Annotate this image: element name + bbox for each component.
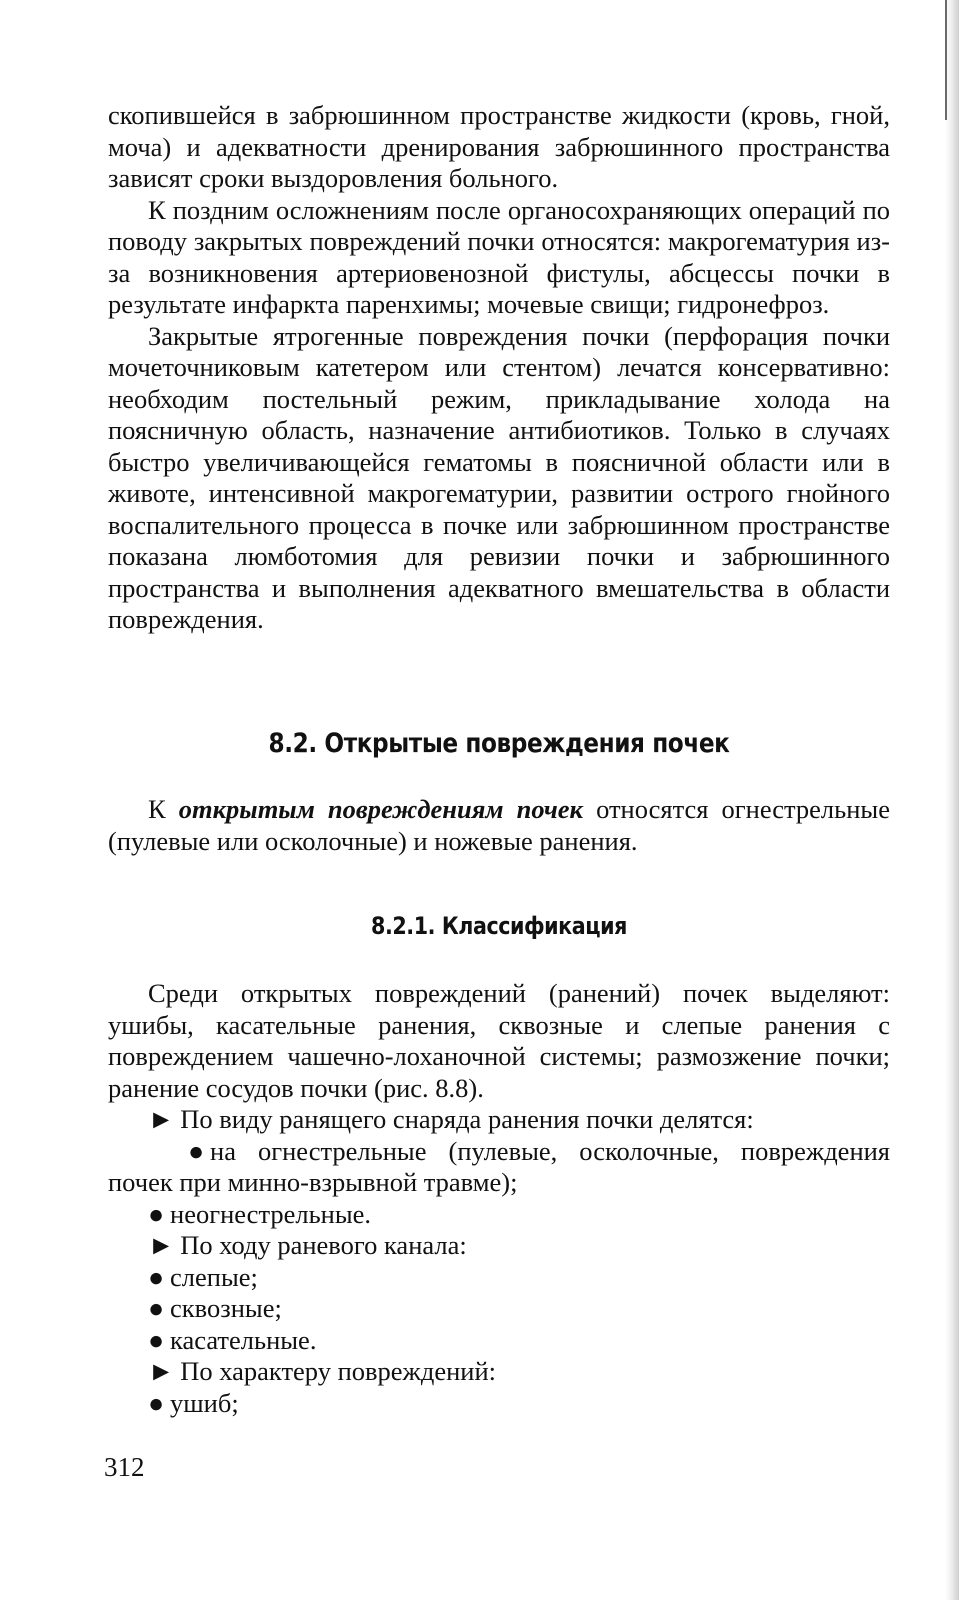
list-group-title — [108, 1230, 890, 1262]
section-heading-8-2: 8.2. Открытые повреждения почек — [268, 728, 730, 759]
list-group-title-text: По виду ранящего снаряда ранения почки делятся: — [180, 1104, 754, 1134]
list-item — [108, 1325, 890, 1357]
bullet-marker-icon: ● — [148, 1324, 165, 1355]
intro-start: К — [148, 794, 166, 824]
bullet-marker-icon: ● — [188, 1135, 205, 1166]
list-item — [108, 1199, 890, 1231]
list-group-title-text: По характеру повреждений: — [180, 1356, 496, 1386]
list-item — [108, 1136, 890, 1199]
text-block-classification — [108, 978, 890, 1419]
page-edge-line — [945, 0, 947, 120]
paragraph-open-injuries-definition — [108, 794, 890, 857]
bullet-marker-icon: ● — [148, 1198, 165, 1229]
list-item-text: слепые; — [170, 1261, 258, 1292]
arrow-marker-icon: ► — [148, 1356, 175, 1386]
arrow-marker-icon: ► — [148, 1104, 175, 1134]
bullet-marker-icon: ● — [148, 1387, 165, 1418]
list-group-title-text: По ходу раневого канала: — [180, 1230, 467, 1260]
paragraph-late-complications: К поздним осложнениям после органосохраняющих операций по поводу закрытых повреждений почки относятся: макрогематурия из-за возникновения артериовенозной фистулы, абсцессы почки в результате инфаркта паренхимы; мочевые свищи; гидронефроз. — [108, 194, 890, 319]
list-item — [108, 1388, 890, 1420]
paragraph-classification-intro: Среди открытых повреждений (ранений) почек выделяют: ушибы, касательные ранения, сквозные и слепые ранения с повреждением чашечно-лоханочной системы; размозжение почки; ранение сосудов почки (рис. 8.8). — [108, 978, 890, 1103]
list-item-text: касательные. — [170, 1324, 317, 1355]
text-block-8-2-intro — [108, 794, 890, 857]
page-number: 312 — [104, 1452, 145, 1482]
emphasized-term: открытым повреждениям почек — [178, 794, 583, 824]
list-item-text: сквозные; — [170, 1293, 282, 1323]
intro-end: относятся огнестрельные (пулевые или осколочные) и ножевые ранения. — [108, 794, 890, 856]
page-edge-shadow — [945, 0, 959, 1600]
paragraph-iatrogenic-injuries: Закрытые ятрогенные повреждения почки (перфорация почки мочеточниковым катетером или стентом) лечатся консервативно: необходим постельный режим, прикладывание холода на поясничную область, назначение антибиотиков. Только в случаях быстро увеличивающейся гематомы в поясничной области или в животе, интенсивной макрогематурии, развитии острого гнойного воспалительного процесса в почке или забрюшинном пространстве показана люмботомия для ревизии почки и забрюшинного пространства и выполнения адекватного вмешательства в области повреждения. — [108, 320, 890, 634]
list-item — [108, 1262, 890, 1294]
arrow-marker-icon: ► — [148, 1230, 175, 1260]
subsection-heading-8-2-1: 8.2.1. Классификация — [371, 912, 627, 940]
list-group-title — [108, 1104, 890, 1136]
list-item — [108, 1293, 890, 1325]
paragraph-continuation: скопившейся в забрюшинном пространстве жидкости (кровь, гной, моча) и адекватности дренирования забрюшинного пространства зависят сроки выздоровления больного. — [108, 100, 890, 193]
list-item-text: ушиб; — [170, 1387, 239, 1418]
bullet-marker-icon: ● — [148, 1261, 165, 1292]
bullet-marker-icon: ● — [148, 1293, 165, 1323]
list-item-text: неогнестрельные. — [170, 1198, 372, 1229]
list-item-text: на огнестрельные (пулевые, осколочные, повреждения почек при минно-взрывной травме); — [108, 1135, 890, 1197]
list-group-title — [108, 1356, 890, 1388]
text-block-top — [108, 100, 890, 636]
